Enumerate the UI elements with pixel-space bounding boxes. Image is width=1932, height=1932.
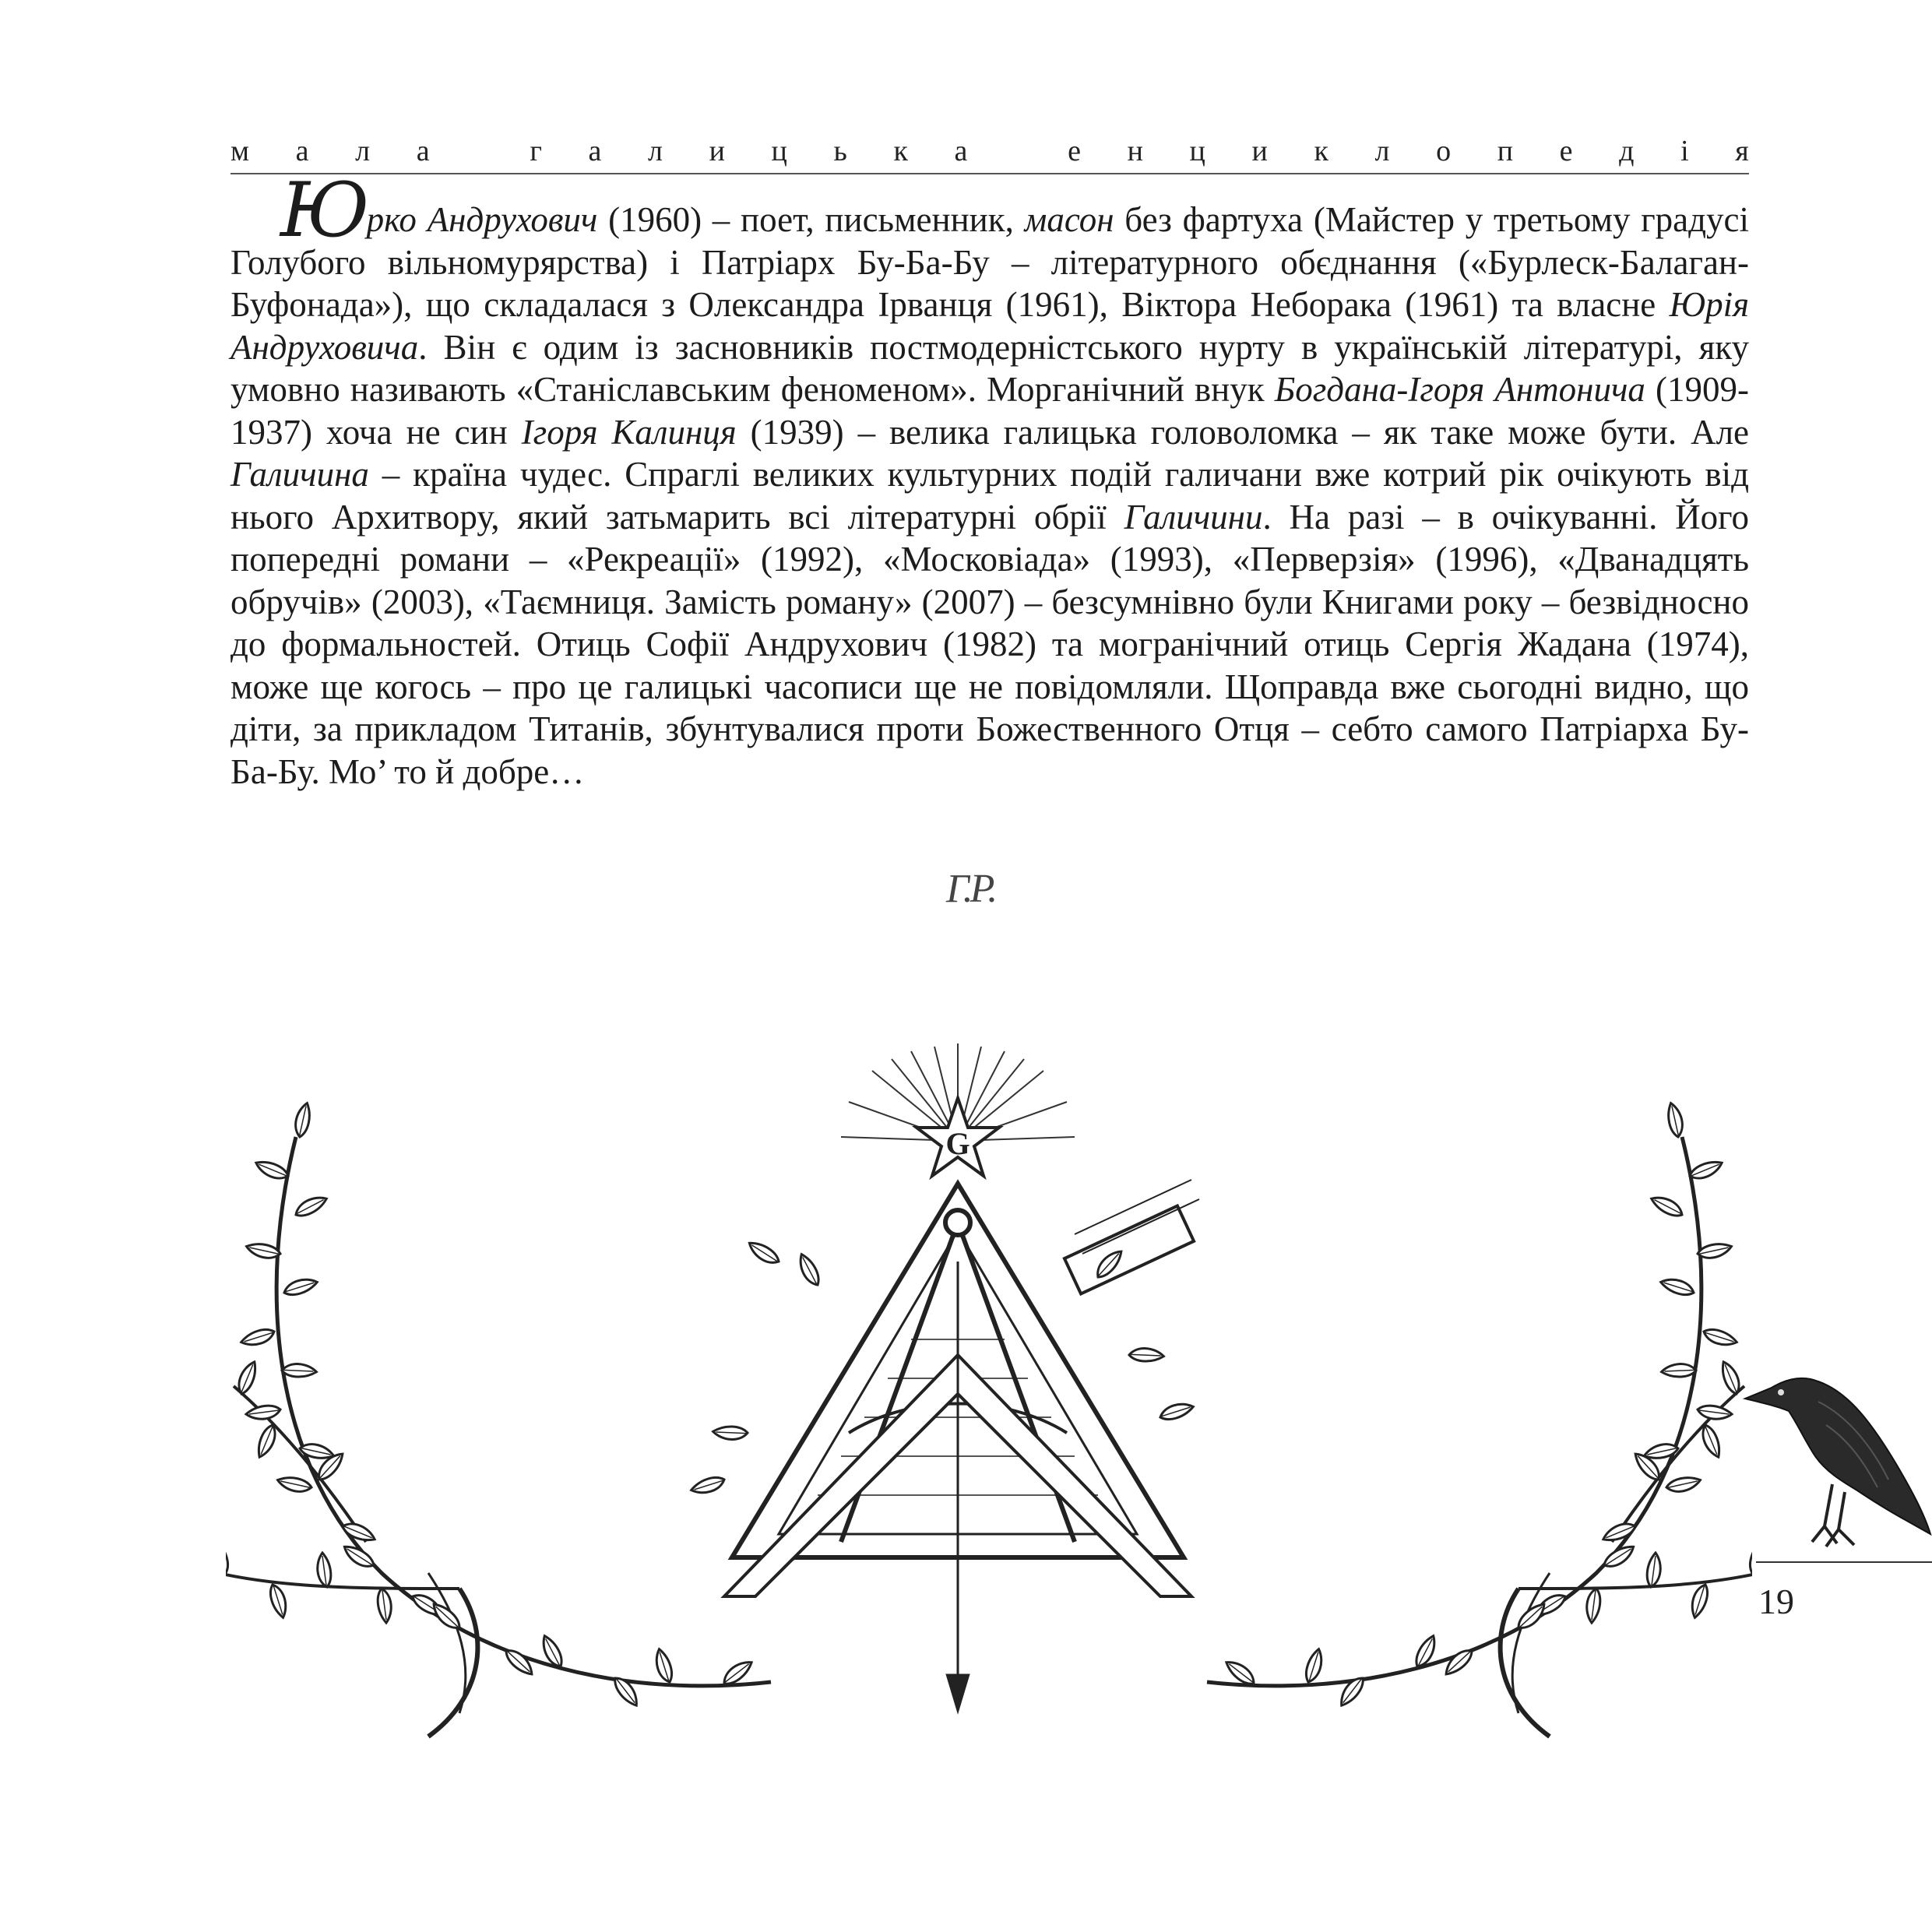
running-header-letter: а [588, 135, 602, 167]
running-header-letter: л [1374, 135, 1390, 167]
entry-text: . На разі – в очікуванні. Його попередні романи – «Рекреації» (1992), «Московіада» (1993), «Перверзія» (1996), «Дванадцять обручів» (2003), «Таємниця. Замість роману» (2007) – безсумнівно були Книгами року – безвідносно до формальностей. Отиць Софії Андрухович (1982) та могранічний отиць Сергія Жадана (1974), може ще когось – про це галицькі часописи ще не повідомляли. Щоправда вже сьогодні видно, що діти, за прикладом Титанів, збунтувалися проти Божественного Отця – себто самого Патріарха Бу-Ба-Бу. Мо’ то й добре… [231, 497, 1749, 791]
entry-text: . Він є одим із засновників постмодерністського нурту в українській літературі, яку умовно називають «Станіславським феноменом». Морганічний внук [231, 327, 1749, 409]
running-header-gap [1014, 134, 1022, 168]
wreath-left-leaves [226, 1101, 756, 1709]
running-header-gap [476, 134, 484, 168]
running-header-letter: а [954, 135, 968, 167]
entry-text: (1909-1937) хоча не син [231, 370, 1749, 452]
masonic-square-compass-emblem [690, 1043, 1199, 1713]
italic-name: Богдана-Ігоря Антонича [1274, 370, 1645, 409]
running-header-letter: г [530, 135, 542, 167]
running-header-letter: а [295, 135, 309, 167]
italic-name: рко Андрухович [366, 200, 598, 239]
running-header-letter: ь [833, 135, 847, 167]
running-header-letter: о [1436, 135, 1452, 167]
running-header-letter: л [355, 135, 371, 167]
running-header-letter: і [1680, 135, 1689, 167]
running-header-letter: ц [1189, 135, 1205, 167]
running-header-letter: н [1127, 135, 1143, 167]
wreath-right-leaves [1222, 1101, 1752, 1709]
running-header-letter: д [1619, 135, 1635, 167]
crow-icon [1740, 1347, 1932, 1565]
wreath-right-branch [1207, 1137, 1752, 1737]
running-header-letter: л [648, 135, 663, 167]
encyclopedia-entry [231, 167, 1749, 793]
running-header-letter: и [1251, 135, 1268, 167]
drop-cap: Ю [280, 167, 367, 254]
running-header-letter: и [709, 135, 725, 167]
running-header-letter: к [893, 135, 908, 167]
italic-name: Галичини [1124, 497, 1263, 537]
header-rule [231, 173, 1749, 174]
author-signature: Г.Р. [946, 867, 995, 911]
running-header-letter: м [231, 135, 250, 167]
wreath-left-branch [226, 1137, 771, 1737]
italic-name: Ігоря Калинця [521, 412, 737, 452]
italic-name: Юрія Андруховича [231, 285, 1749, 367]
running-header-letter: я [1735, 135, 1749, 167]
running-header-letter: а [416, 135, 430, 167]
page-number: 19 [1758, 1582, 1794, 1621]
entry-text: (1960) – поет, письменник, [597, 200, 1025, 239]
italic-name: масон [1024, 200, 1114, 239]
entry-text: – країна чудес. Спраглі великих культурних подій галичани вже котрий рік очікують від нього Архитвору, який затьмарить всі літературні обрії [231, 455, 1749, 537]
running-header [231, 134, 1749, 168]
running-header-letter: е [1559, 135, 1573, 167]
running-header-letter: е [1068, 135, 1081, 167]
star-letter: G [945, 1126, 970, 1161]
laurel-wreath-icon [226, 1028, 1752, 1807]
entry-body [231, 200, 1749, 791]
running-header-letter: п [1497, 135, 1514, 167]
italic-name: Галичина [231, 455, 369, 494]
crow-rule [1756, 1561, 1932, 1563]
running-header-letter: к [1314, 135, 1328, 167]
entry-text: без фартуха (Майстер у третьому градусі Голубого вільномурярства) і Патріарх Бу-Ба-Бу – літературного обєднання («Бурлеск-Балаган-Буфонада»), що складалася з Олександра Ірванця (1961), Віктора Неборака (1961) та власне [231, 200, 1749, 324]
running-header-letter: ц [771, 135, 787, 167]
entry-text: (1939) – велика галицька головоломка – як таке може бути. Але [736, 412, 1749, 452]
